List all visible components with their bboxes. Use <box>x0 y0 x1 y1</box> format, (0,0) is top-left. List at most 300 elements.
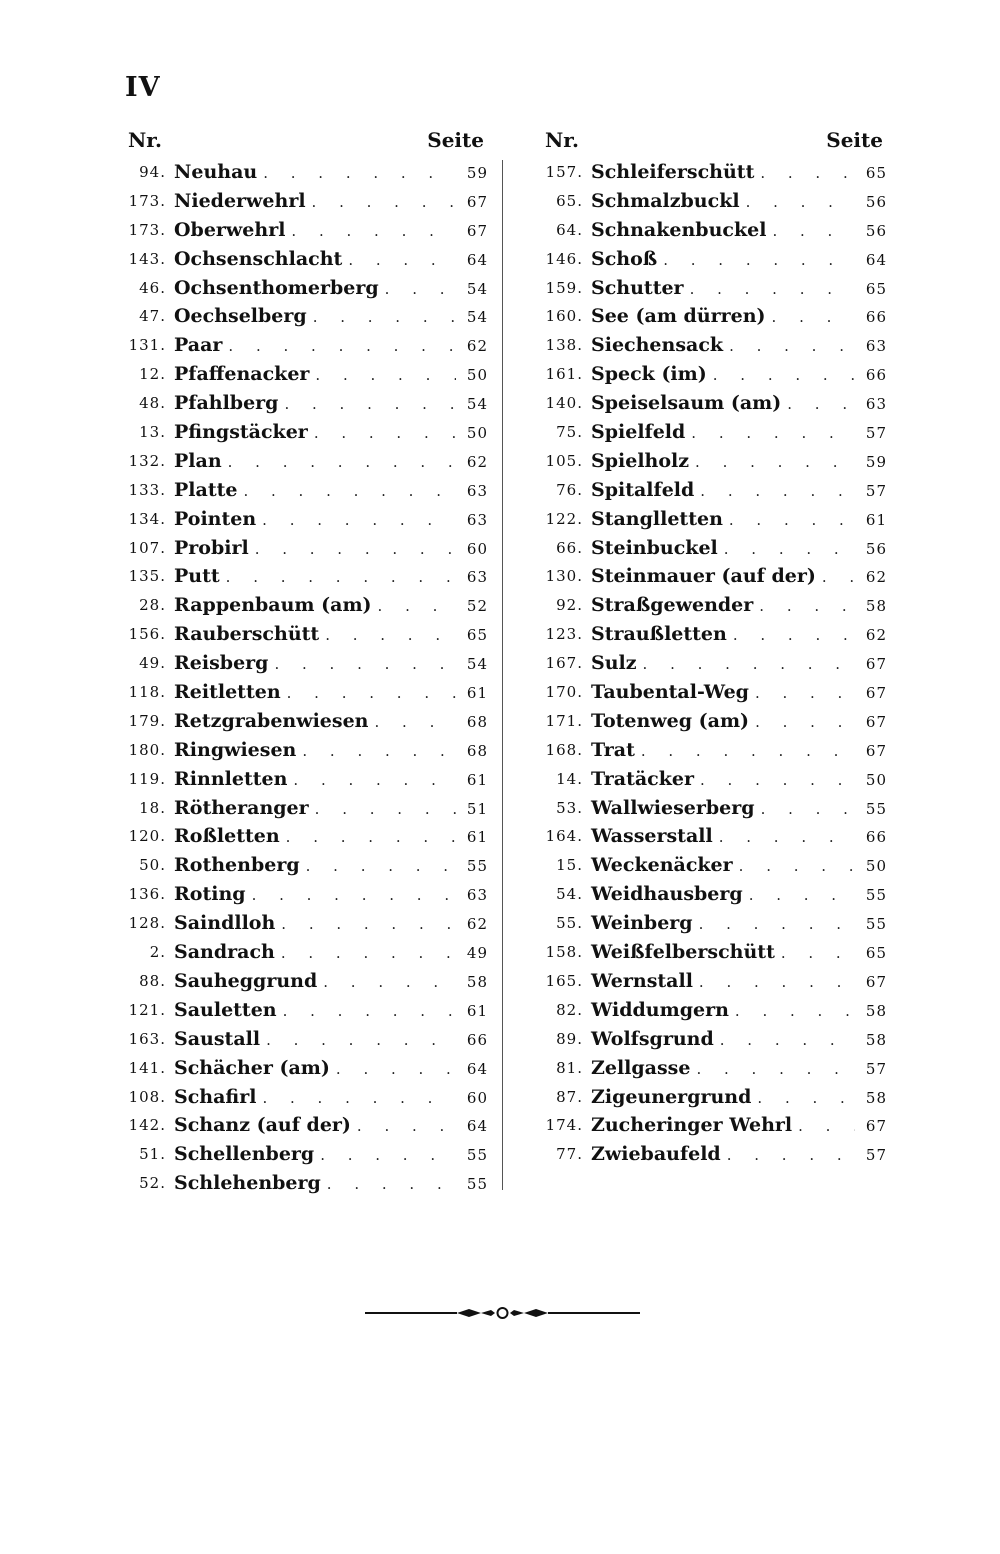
index-entry <box>118 1083 488 1112</box>
entry-line <box>174 938 488 967</box>
entry-page: 64 <box>466 1059 488 1078</box>
entry-number: 66. <box>556 538 583 557</box>
entry-page: 52 <box>466 597 488 616</box>
entry-number: 121. <box>128 1000 166 1019</box>
entry-name: Saustall <box>174 1027 261 1050</box>
entry-number: 179. <box>128 711 166 730</box>
entry-page: 66 <box>865 828 887 847</box>
entry-page: 63 <box>865 395 887 414</box>
entry-number: 138. <box>545 336 583 355</box>
entry-name: Zucheringer Wehrl <box>591 1114 793 1137</box>
entry-name: Spielholz <box>591 449 690 472</box>
entry-name: Rinnletten <box>174 767 288 790</box>
entry-page: 62 <box>466 915 488 934</box>
entry-page: 55 <box>466 1175 488 1194</box>
index-entry <box>535 1140 887 1169</box>
dot-leader <box>695 448 855 476</box>
dot-leader <box>385 275 456 303</box>
entry-line <box>174 447 488 476</box>
entry-line <box>174 1083 488 1112</box>
index-entry <box>535 880 887 909</box>
entry-page: 64 <box>466 1117 488 1136</box>
index-entry <box>535 216 887 245</box>
entry-number: 168. <box>545 740 583 759</box>
entry-line <box>174 187 488 216</box>
entry-number: 141. <box>128 1058 166 1077</box>
entry-name: Schleiferschütt <box>591 161 755 183</box>
entry-number: 157. <box>545 163 583 181</box>
entry-line <box>174 967 488 996</box>
entry-number: 50. <box>139 856 166 875</box>
dot-leader <box>357 1112 456 1140</box>
index-entry <box>535 158 887 187</box>
index-entry <box>118 967 488 996</box>
dot-leader <box>323 968 456 996</box>
entry-name: Weidhausberg <box>591 883 743 906</box>
index-entry <box>118 1111 488 1140</box>
seite-header: Seite <box>826 128 883 152</box>
dot-leader <box>761 795 855 823</box>
entry-name: Schafirl <box>174 1085 257 1108</box>
entry-line <box>591 765 887 794</box>
entry-line <box>591 649 887 678</box>
entry-line <box>174 274 488 303</box>
index-entry <box>118 880 488 909</box>
entry-number: 92. <box>556 596 583 615</box>
index-entry <box>118 765 488 794</box>
index-entry <box>118 216 488 245</box>
entry-line <box>174 245 488 274</box>
entry-name: Schnakenbuckel <box>591 218 767 241</box>
entry-number: 119. <box>128 769 166 788</box>
entry-number: 131. <box>128 336 166 355</box>
entry-line <box>591 1025 887 1054</box>
entry-line <box>174 1111 488 1140</box>
entry-name: Ochsenthomerberg <box>174 276 379 299</box>
entry-page: 50 <box>466 424 488 443</box>
entry-number: 132. <box>128 451 166 470</box>
entry-number: 107. <box>128 538 166 557</box>
entry-name: Schutter <box>591 276 684 299</box>
entry-name: Wolfsgrund <box>591 1027 714 1050</box>
index-entry <box>535 707 887 736</box>
index-entry <box>118 534 488 563</box>
dot-leader <box>306 852 456 880</box>
entry-line <box>174 736 488 765</box>
index-entry <box>118 360 488 389</box>
entry-line <box>591 187 887 216</box>
entry-page: 55 <box>865 915 887 934</box>
dot-leader <box>755 679 855 707</box>
entry-page: 68 <box>466 712 488 731</box>
dot-leader <box>691 419 855 447</box>
entry-number: 160. <box>545 307 583 326</box>
entry-line <box>174 360 488 389</box>
index-entry <box>535 1111 887 1140</box>
entry-name: Siechensack <box>591 334 724 357</box>
dot-leader <box>772 303 855 331</box>
dot-leader <box>263 159 456 187</box>
index-entry <box>535 476 887 505</box>
entry-number: 142. <box>128 1116 166 1135</box>
entry-line <box>591 360 887 389</box>
entry-page: 54 <box>466 655 488 674</box>
end-ornament <box>365 1300 640 1326</box>
entry-line <box>174 707 488 736</box>
index-entry <box>118 938 488 967</box>
entry-line <box>591 678 887 707</box>
dot-leader <box>739 852 855 880</box>
entry-line <box>591 736 887 765</box>
entry-number: 53. <box>556 798 583 817</box>
index-entry <box>118 562 488 591</box>
entry-number: 94. <box>139 163 166 181</box>
dot-leader <box>281 939 456 967</box>
entry-page: 56 <box>865 539 887 558</box>
index-entry <box>535 649 887 678</box>
dot-leader <box>690 275 855 303</box>
seite-header: Seite <box>427 128 484 152</box>
entry-number: 82. <box>556 1000 583 1019</box>
index-entry <box>535 678 887 707</box>
entry-line <box>591 418 887 447</box>
entry-page: 50 <box>466 366 488 385</box>
entry-number: 122. <box>545 509 583 528</box>
entry-line <box>591 620 887 649</box>
index-entry <box>118 331 488 360</box>
entry-name: Rauberschütt <box>174 623 320 646</box>
entry-number: 13. <box>139 423 166 442</box>
dot-leader <box>287 679 456 707</box>
entry-line <box>174 562 488 591</box>
dot-leader <box>320 1141 456 1169</box>
entry-number: 134. <box>128 509 166 528</box>
dot-leader <box>348 246 456 274</box>
index-entry <box>535 1025 887 1054</box>
entry-line <box>174 1169 488 1198</box>
entry-number: 161. <box>545 365 583 384</box>
entry-page: 61 <box>466 1001 488 1020</box>
entry-page: 55 <box>865 886 887 905</box>
entry-line <box>591 996 887 1025</box>
entry-name: Niederwehrl <box>174 189 306 212</box>
entry-name: Zellgasse <box>591 1056 691 1079</box>
entry-name: Pfaffenacker <box>174 363 310 386</box>
entry-page: 65 <box>865 164 887 182</box>
nr-header: Nr. <box>545 128 579 152</box>
entry-number: 118. <box>128 683 166 702</box>
entry-number: 18. <box>139 798 166 817</box>
dot-leader <box>266 1026 456 1054</box>
index-entry <box>118 447 488 476</box>
index-entries-right <box>535 158 887 1169</box>
index-entry <box>118 707 488 736</box>
entry-line <box>591 851 887 880</box>
entry-page: 58 <box>466 972 488 991</box>
entry-page: 59 <box>865 452 887 471</box>
entry-number: 130. <box>545 567 583 586</box>
entry-name: Schächer (am) <box>174 1056 330 1079</box>
entry-page: 65 <box>466 626 488 645</box>
index-entry <box>118 649 488 678</box>
entry-name: Pointen <box>174 507 257 530</box>
dot-leader <box>787 390 855 418</box>
entry-name: Trat <box>591 738 635 761</box>
entry-number: 89. <box>556 1029 583 1048</box>
dot-leader <box>228 332 456 360</box>
index-entry <box>118 1140 488 1169</box>
index-entry <box>535 1054 887 1083</box>
dot-leader <box>713 361 855 389</box>
entry-page: 60 <box>466 1088 488 1107</box>
entry-line <box>591 880 887 909</box>
entry-name: Reisberg <box>174 652 269 675</box>
entry-number: 49. <box>139 654 166 673</box>
index-entry <box>535 822 887 851</box>
index-entry <box>118 418 488 447</box>
index-entry <box>118 245 488 274</box>
entry-name: Pfahlberg <box>174 392 279 415</box>
entry-page: 56 <box>865 192 887 211</box>
entry-line <box>174 678 488 707</box>
entry-name: Oechselberg <box>174 305 307 328</box>
entry-line <box>591 534 887 563</box>
dot-leader <box>700 766 855 794</box>
entry-name: Wallwieserberg <box>591 796 755 819</box>
entry-name: Stanglletten <box>591 507 723 530</box>
entry-number: 173. <box>128 191 166 210</box>
dot-leader <box>759 592 855 620</box>
dot-leader <box>699 910 855 938</box>
entry-page: 57 <box>865 481 887 500</box>
entry-number: 48. <box>139 394 166 413</box>
dot-leader <box>226 563 456 591</box>
entry-page: 61 <box>466 684 488 703</box>
entry-name: Speiselsaum (am) <box>591 392 782 415</box>
entry-name: Speck (im) <box>591 363 707 386</box>
entry-line <box>591 562 887 591</box>
entry-line <box>174 158 488 187</box>
index-entry <box>118 476 488 505</box>
entry-page: 63 <box>466 568 488 587</box>
entry-page: 67 <box>865 741 887 760</box>
entry-number: 77. <box>556 1145 583 1164</box>
dot-leader <box>255 535 456 563</box>
entry-line <box>591 1054 887 1083</box>
entry-name: Schellenberg <box>174 1143 315 1166</box>
entry-page: 50 <box>865 770 887 789</box>
entry-page: 54 <box>466 395 488 414</box>
index-entry <box>535 909 887 938</box>
entry-name: Ochsenschlacht <box>174 247 343 270</box>
dot-leader <box>312 188 456 216</box>
entry-page: 58 <box>865 1088 887 1107</box>
entry-page: 66 <box>865 308 887 327</box>
entry-name: Straußletten <box>591 623 727 646</box>
entry-line <box>591 967 887 996</box>
index-entry <box>118 678 488 707</box>
entry-name: Retzgrabenwiesen <box>174 709 369 732</box>
entry-name: Steinbuckel <box>591 536 718 559</box>
entry-number: 170. <box>545 683 583 702</box>
index-entry <box>118 505 488 534</box>
entry-name: Zwiebaufeld <box>591 1143 721 1166</box>
entry-number: 47. <box>139 307 166 326</box>
index-entry <box>535 274 887 303</box>
dot-leader <box>641 737 855 765</box>
entry-page: 58 <box>865 1030 887 1049</box>
entry-page: 55 <box>865 799 887 818</box>
entry-line <box>591 1083 887 1112</box>
entry-name: Reitletten <box>174 681 281 704</box>
entry-page: 61 <box>466 770 488 789</box>
dot-leader <box>729 506 855 534</box>
index-entry <box>118 591 488 620</box>
dot-leader <box>733 621 855 649</box>
index-entry <box>118 187 488 216</box>
entry-page: 61 <box>865 510 887 529</box>
entry-page: 67 <box>865 972 887 991</box>
dot-leader <box>302 737 456 765</box>
entry-name: Schmalzbuckl <box>591 189 740 212</box>
dot-leader <box>663 246 855 274</box>
entry-page: 50 <box>865 857 887 876</box>
entry-page: 55 <box>466 1146 488 1165</box>
entry-page: 63 <box>466 481 488 500</box>
entry-name: Schanz (auf der) <box>174 1114 351 1137</box>
entry-number: 15. <box>556 856 583 875</box>
entry-number: 28. <box>139 596 166 615</box>
entry-number: 167. <box>545 654 583 673</box>
entry-line <box>591 938 887 967</box>
index-entry <box>535 389 887 418</box>
entry-name: Rothenberg <box>174 854 300 877</box>
index-entry <box>535 245 887 274</box>
entry-page: 51 <box>466 799 488 818</box>
dot-leader <box>262 1084 456 1112</box>
entry-page: 57 <box>865 1146 887 1165</box>
entry-page: 64 <box>466 250 488 269</box>
entry-line <box>591 1140 887 1169</box>
entry-line <box>591 389 887 418</box>
entry-number: 158. <box>545 943 583 962</box>
entry-name: See (am dürren) <box>591 305 766 328</box>
entry-page: 62 <box>865 626 887 645</box>
entry-number: 55. <box>556 914 583 933</box>
entry-number: 164. <box>545 827 583 846</box>
entry-number: 174. <box>545 1116 583 1135</box>
entry-name: Roßletten <box>174 825 280 848</box>
entry-page: 67 <box>865 1117 887 1136</box>
entry-number: 88. <box>139 971 166 990</box>
index-entry <box>535 447 887 476</box>
index-entry <box>535 996 887 1025</box>
entry-line <box>591 302 887 331</box>
dot-leader <box>281 910 456 938</box>
index-entry <box>535 534 887 563</box>
entry-line <box>174 1140 488 1169</box>
entry-name: Platte <box>174 478 238 501</box>
entry-name: Sauheggrund <box>174 969 318 992</box>
entry-name: Schoß <box>591 247 658 270</box>
page-number: IV <box>125 72 161 103</box>
dot-leader <box>262 506 456 534</box>
index-entry <box>535 418 887 447</box>
entry-name: Taubental-Weg <box>591 681 749 704</box>
entry-line <box>174 1054 488 1083</box>
entry-name: Oberwehrl <box>174 218 286 241</box>
index-entry <box>535 360 887 389</box>
entry-number: 64. <box>556 220 583 239</box>
entry-number: 171. <box>545 711 583 730</box>
dot-leader <box>749 881 855 909</box>
entry-number: 133. <box>128 480 166 499</box>
dot-leader <box>696 1055 855 1083</box>
entry-number: 75. <box>556 423 583 442</box>
dot-leader <box>772 217 855 245</box>
dot-leader <box>700 477 855 505</box>
dot-leader <box>724 535 855 563</box>
entry-number: 146. <box>545 249 583 268</box>
column-header <box>535 128 887 156</box>
entry-page: 49 <box>466 944 488 963</box>
entry-number: 108. <box>128 1087 166 1106</box>
entry-number: 12. <box>139 365 166 384</box>
entry-page: 57 <box>865 1059 887 1078</box>
entry-number: 140. <box>545 394 583 413</box>
index-entry <box>118 1025 488 1054</box>
index-entry <box>535 967 887 996</box>
column-divider <box>502 160 503 1190</box>
entry-line <box>174 331 488 360</box>
dot-leader <box>313 303 456 331</box>
index-entry <box>535 302 887 331</box>
dot-leader <box>757 1084 855 1112</box>
entry-name: Tratäcker <box>591 767 694 790</box>
index-entry <box>535 187 887 216</box>
dot-leader <box>252 881 456 909</box>
index-entry <box>118 794 488 823</box>
entry-number: 143. <box>128 249 166 268</box>
entry-line <box>174 591 488 620</box>
entry-name: Rappenbaum (am) <box>174 594 372 617</box>
entry-line <box>174 794 488 823</box>
entry-page: 67 <box>466 192 488 211</box>
entry-name: Spitalfeld <box>591 478 695 501</box>
entry-line <box>174 649 488 678</box>
entry-page: 63 <box>466 886 488 905</box>
entry-number: 76. <box>556 480 583 499</box>
entry-number: 65. <box>556 191 583 210</box>
dot-leader <box>291 217 456 245</box>
dot-leader <box>699 968 855 996</box>
entry-name: Saindlloh <box>174 912 276 935</box>
entry-page: 58 <box>865 1001 887 1020</box>
entry-line <box>591 245 887 274</box>
dot-leader <box>781 939 855 967</box>
index-entry <box>535 765 887 794</box>
dot-leader <box>293 766 456 794</box>
entry-name: Sulz <box>591 652 637 675</box>
entry-line <box>591 158 887 187</box>
entry-page: 60 <box>466 539 488 558</box>
entry-line <box>174 534 488 563</box>
entry-number: 163. <box>128 1029 166 1048</box>
entry-number: 46. <box>139 278 166 297</box>
index-entry <box>118 274 488 303</box>
dot-leader <box>735 997 855 1025</box>
entry-line <box>174 822 488 851</box>
